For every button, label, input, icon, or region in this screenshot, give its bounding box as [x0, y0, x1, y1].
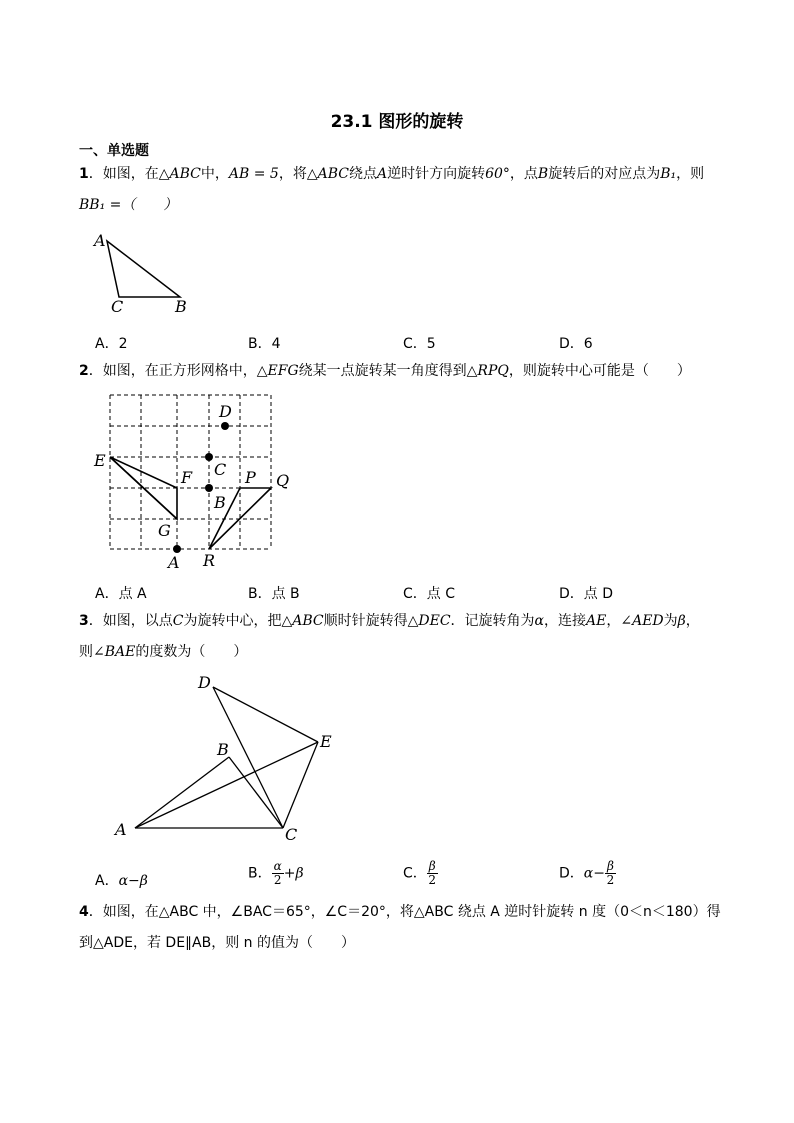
- q3-option-c-fraction: [427, 860, 438, 887]
- fraction-denominator: 2: [606, 873, 615, 888]
- q1-text: 中，: [200, 166, 229, 182]
- fraction-numerator: α: [273, 859, 282, 873]
- q2-text: ．如图，在正方形网格中，: [88, 363, 257, 379]
- q3-triangle: △DEC: [407, 613, 451, 629]
- q3-point: C: [172, 613, 184, 629]
- q3-segment-de: [213, 687, 318, 742]
- q3-text: ．如图，以点: [88, 613, 173, 629]
- q3-text: 则: [79, 644, 93, 660]
- q2-option-c[interactable]: C．点 C: [403, 586, 456, 602]
- q3-triangle: △ABC: [281, 613, 324, 629]
- fraction-numerator: β: [428, 859, 436, 873]
- q3-text: 为: [663, 613, 678, 629]
- q1-option-c[interactable]: C．5: [403, 336, 436, 352]
- q3-option-d[interactable]: [559, 860, 616, 887]
- q1-triangle: △ABC: [306, 166, 349, 182]
- q2-label-g: G: [158, 521, 171, 540]
- q3-label-d: D: [198, 673, 211, 692]
- q1-point-b1: B₁: [660, 166, 677, 182]
- question-4-line-1: [79, 905, 721, 919]
- q3-option-b-rest: +β: [283, 865, 304, 882]
- q3-text: ．记旋转角为: [450, 613, 535, 629]
- q3-option-a[interactable]: [95, 870, 148, 890]
- q3-text: ，: [685, 613, 700, 629]
- q3-option-d-prefix: α−: [583, 865, 605, 882]
- q3-option-a-expression: α−β: [118, 873, 148, 889]
- q1-text: ，点: [509, 166, 538, 182]
- q3-text: ，: [606, 613, 621, 629]
- q2-label-e: E: [94, 451, 106, 470]
- page-title: 23.1 图形的旋转: [330, 112, 464, 132]
- q3-angle: ∠BAE: [93, 644, 136, 660]
- q3-option-d-label: D．: [559, 865, 584, 882]
- q3-option-d-fraction: [605, 860, 616, 887]
- q2-option-b[interactable]: B．点 B: [248, 586, 300, 602]
- q3-segment-ec: [283, 742, 318, 828]
- q3-option-c[interactable]: [403, 860, 438, 887]
- q2-label-r: R: [203, 551, 216, 570]
- q1-point: B: [537, 166, 549, 182]
- q3-label-b: B: [217, 740, 229, 759]
- question-4-line-2: [79, 936, 355, 950]
- q1-point: A: [376, 166, 388, 182]
- q1-text: 逆时针方向旋转: [387, 166, 486, 182]
- fraction-numerator: β: [606, 859, 614, 873]
- q3-text: 的度数为（ ）: [135, 644, 248, 660]
- q2-label-d: D: [219, 402, 232, 421]
- q3-option-a-label: A．: [95, 873, 119, 889]
- q4-text: ．如图，在△ABC 中，∠BAC＝65°，∠C＝20°，将△ABC 绕点 A 逆时针旋转 n 度（0＜n＜180）得: [88, 904, 721, 920]
- question-number: 2: [79, 363, 89, 379]
- q2-label-a: A: [168, 553, 180, 572]
- q1-triangle: △ABC: [158, 166, 201, 182]
- q1-text: ，将: [278, 166, 307, 182]
- q3-label-a: A: [115, 820, 127, 839]
- q3-text: ，连接: [544, 613, 587, 629]
- q3-label-e: E: [320, 732, 332, 751]
- q1-text: 绕点: [348, 166, 377, 182]
- q2-label-p: P: [245, 468, 256, 487]
- q3-beta: β: [677, 613, 686, 629]
- q1-label-c: C: [111, 297, 124, 316]
- q3-segment-ab: [135, 757, 229, 828]
- question-number: 1: [79, 166, 89, 182]
- q1-option-a[interactable]: A．2: [95, 336, 128, 352]
- q1-angle: 60°: [485, 166, 510, 182]
- q2-label-c: C: [214, 460, 227, 479]
- q1-text: ，则: [676, 166, 705, 182]
- q2-text: ，则旋转中心可能是（ ）: [508, 363, 691, 379]
- q3-label-c: C: [285, 825, 298, 844]
- q3-text: 顺时针旋转得: [323, 613, 408, 629]
- question-number: 3: [79, 613, 89, 629]
- q3-alpha: α: [534, 613, 545, 629]
- q3-text: 为旋转中心，把: [183, 613, 282, 629]
- fraction-denominator: 2: [428, 873, 437, 888]
- q2-option-a[interactable]: A．点 A: [95, 586, 147, 602]
- q2-triangle-efg: △EFG: [256, 363, 299, 379]
- q3-angle: ∠AED: [620, 613, 664, 629]
- section-heading: 一、单选题: [79, 143, 149, 159]
- fraction-denominator: 2: [273, 873, 282, 888]
- q1-option-b[interactable]: B．4: [248, 336, 281, 352]
- q2-label-q: Q: [276, 471, 290, 490]
- q2-label-b: B: [214, 493, 226, 512]
- question-number: 4: [79, 904, 89, 920]
- q2-text: 绕某一点旋转某一角度得到: [298, 363, 467, 379]
- q3-option-b[interactable]: [248, 860, 304, 887]
- q2-label-f: F: [181, 468, 193, 487]
- q3-option-b-fraction: [272, 860, 284, 887]
- q3-option-c-label: C．: [403, 865, 427, 882]
- q2-triangle-rpq: △RPQ: [466, 363, 509, 379]
- q3-segment-bc: [229, 757, 283, 828]
- q1-answer-prompt: BB₁ =（ ）: [79, 197, 178, 213]
- q3-segment: AE: [586, 613, 607, 629]
- q1-ab-equation: AB = 5: [228, 166, 279, 182]
- q1-label-a: A: [94, 231, 106, 250]
- q1-text: 旋转后的对应点为: [548, 166, 661, 182]
- q2-option-d[interactable]: D．点 D: [559, 586, 614, 602]
- q4-text: 到△ADE，若 DE∥AB，则 n 的值为（ ）: [79, 935, 356, 951]
- q1-option-d[interactable]: D．6: [559, 336, 593, 352]
- q1-label-b: B: [175, 297, 187, 316]
- q3-option-b-label: B．: [248, 865, 272, 882]
- q1-text: ．如图，在: [88, 166, 159, 182]
